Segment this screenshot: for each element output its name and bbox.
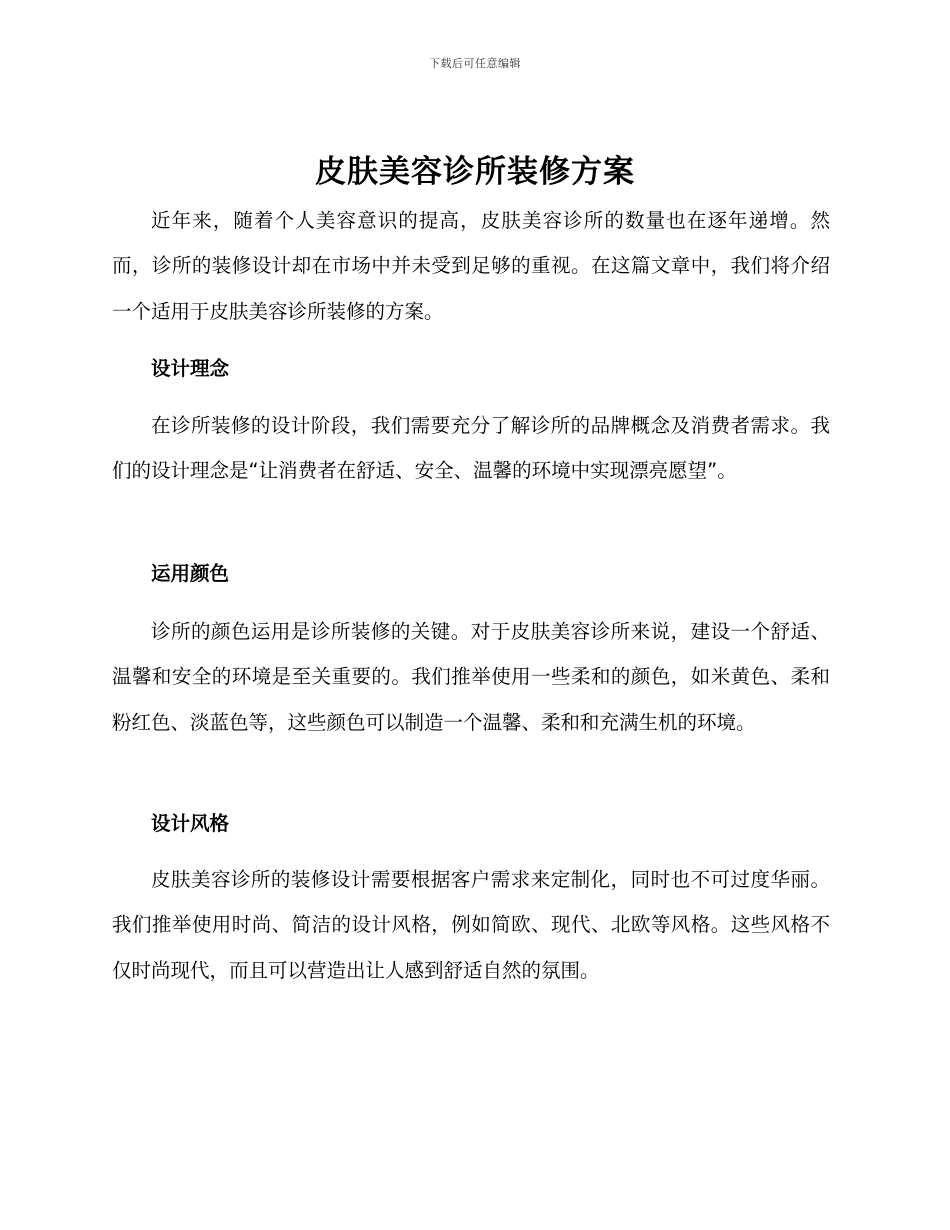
section-heading: 设计理念 — [151, 357, 230, 380]
section-color-usage — [112, 551, 830, 596]
section-heading: 设计风格 — [151, 812, 230, 835]
section-color-usage-body — [112, 609, 830, 745]
header-note: 下载后可任意编辑 — [429, 57, 521, 70]
section-paragraph: 皮肤美容诊所的装修设计需要根据客户需求来定制化，同时也不可过度华丽。我们推举使用时尚、简洁的设计风格，例如简欧、现代、北欧等风格。这些风格不仅时尚现代，而且可以营造出让人感到舒适自然的氛围。 — [112, 868, 830, 982]
section-design-style-body — [112, 857, 830, 993]
intro-paragraph: 近年来，随着个人美容意识的提高，皮肤美容诊所的数量也在逐年递增。然而，诊所的装修设计却在市场中并未受到足够的重视。在这篇文章中，我们将介绍一个适用于皮肤美容诊所装修的方案。 — [112, 209, 830, 323]
section-heading: 运用颜色 — [151, 562, 230, 585]
section-design-concept — [112, 346, 830, 391]
section-paragraph: 诊所的颜色运用是诊所装修的关键。对于皮肤美容诊所来说，建设一个舒适、温馨和安全的环境是至关重要的。我们推举使用一些柔和的颜色，如米黄色、柔和粉红色、淡蓝色等，这些颜色可以制造一个温馨、柔和和充满生机的环境。 — [112, 620, 830, 734]
section-design-style — [112, 801, 830, 846]
intro-block — [112, 198, 830, 334]
section-design-concept-body — [112, 403, 830, 494]
document-title: 皮肤美容诊所装修方案 — [315, 154, 635, 190]
section-paragraph: 在诊所装修的设计阶段，我们需要充分了解诊所的品牌概念及消费者需求。我们的设计理念是“让消费者在舒适、安全、温馨的环境中实现漂亮愿望”。 — [112, 414, 830, 483]
